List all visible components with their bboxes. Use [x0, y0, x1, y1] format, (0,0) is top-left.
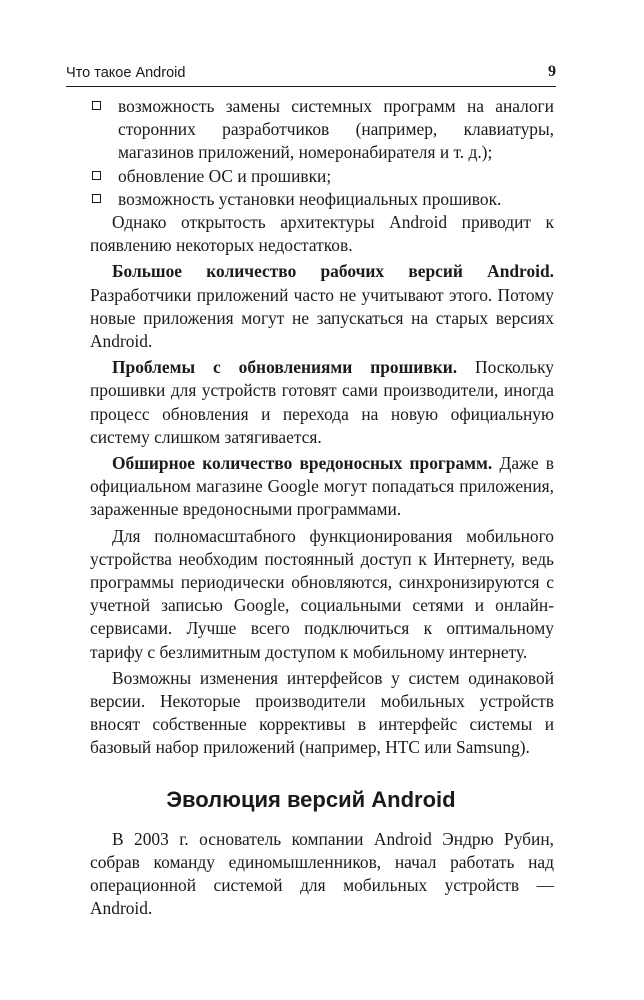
checkbox-bullet-icon [92, 194, 101, 203]
list-item-text: возможность установки неофициальных прошивок. [118, 188, 502, 209]
paragraph-text: Разработчики приложений часто не учитывают этого. Потому новые приложения могут не запускаться на старых версиях Android. [90, 284, 554, 352]
paragraph-interfaces: Возможны изменения интерфейсов у систем одинаковой версии. Некоторые производители мобильных устройств вносят собственные коррективы в интерфейс системы и базовый набор приложений (например, HTC или Samsung). [90, 667, 554, 758]
paragraph-updates [90, 356, 554, 449]
paragraph-versions [90, 260, 554, 353]
running-title: Что такое Android [66, 65, 186, 81]
paragraph-openness: Однако открытость архитектуры Android приводит к появлению некоторых недостатков. [90, 212, 554, 256]
paragraph-malware [90, 452, 554, 522]
list-item-text: возможность замены системных программ на аналоги сторонних разработчиков (например, клавиатуры, магазинов приложений, номеронабирателя и т. д.); [118, 96, 554, 163]
paragraph-internet: Для полномасштабного функционирования мобильного устройства необходим постоянный доступ к Интернету, ведь программы периодически обновляются, синхронизируются с учетной записью Google, социальными сетями и онлайн-сервисами. Лучше всего подключиться к оптимальному тарифу с безлимитным доступом к мобильному интернету. [90, 525, 554, 662]
checkbox-bullet-icon [92, 171, 101, 180]
list-item [90, 95, 554, 165]
paragraph-section-intro: В 2003 г. основатель компании Android Эндрю Рубин, собрав команду единомышленников, начал работать над операционной системой для мобильных устройств — Android. [90, 828, 554, 919]
page-body [90, 95, 554, 921]
paragraph-text: Даже в официальном магазине Google могут попадаться приложения, зараженные вредоносными программами. [90, 453, 554, 520]
run-in-heading: Проблемы с обновлениями прошивки. [112, 357, 458, 378]
page-number: 9 [548, 63, 556, 80]
list-item [90, 188, 554, 211]
paragraph-text: Поскольку прошивки для устройств готовят сами производители, иногда процесс обновления и перехода на новую официальную систему слишком затягивается. [90, 357, 554, 447]
run-in-heading: Обширное количество вредоносных программ. [112, 453, 493, 474]
run-in-heading: Большое количество рабочих версий Android. [112, 261, 554, 282]
section-heading: Эволюция версий Android [166, 786, 456, 812]
page-header [66, 58, 556, 87]
list-item-text: обновление ОС и прошивки; [118, 165, 332, 186]
bullet-list [90, 95, 554, 211]
list-item [90, 165, 554, 188]
checkbox-bullet-icon [92, 101, 101, 110]
